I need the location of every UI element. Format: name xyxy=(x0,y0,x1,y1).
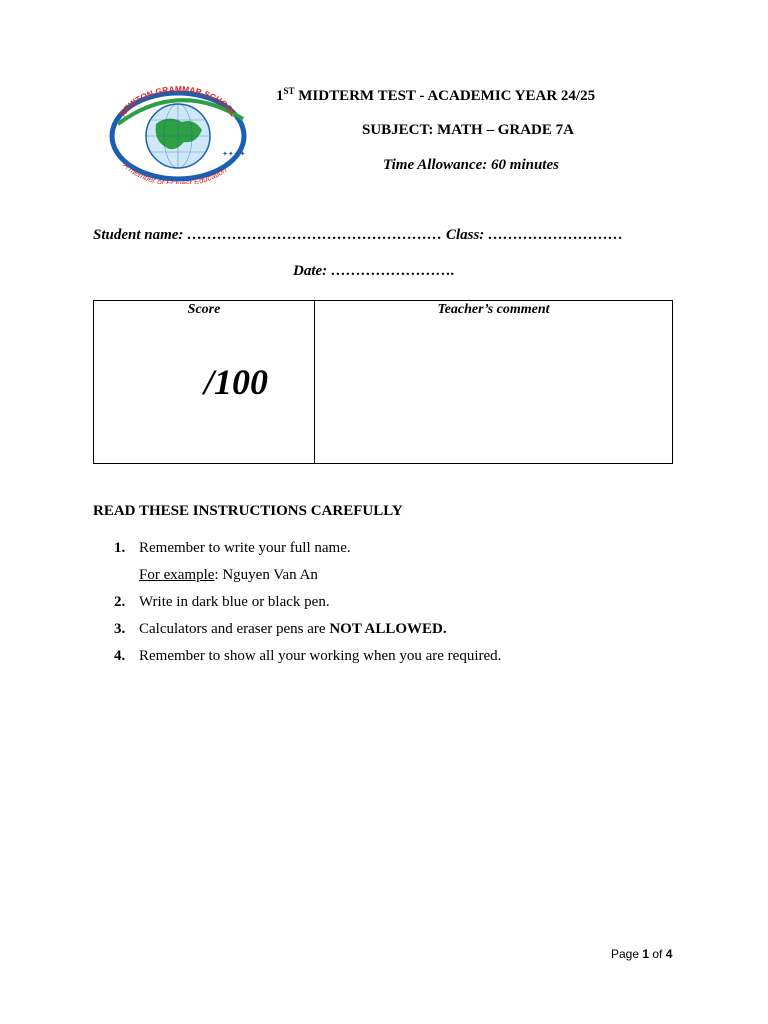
teacher-comment-cell[interactable] xyxy=(315,301,672,463)
school-logo xyxy=(98,84,258,184)
date-field[interactable]: Date: ……………………. xyxy=(293,263,455,279)
instruction-number: 1. xyxy=(114,540,126,556)
page-number xyxy=(611,947,672,961)
logo-tagline: A member of EQuest Education xyxy=(121,160,229,184)
instruction-number: 4. xyxy=(114,648,126,664)
subject-line: SUBJECT: MATH – GRADE 7A xyxy=(362,122,574,138)
instruction-number: 2. xyxy=(114,594,126,610)
score-cell[interactable] xyxy=(94,301,315,463)
student-name-field[interactable]: Student name: …………………………………………… xyxy=(93,227,443,243)
instruction-text: Remember to show all your working when you are required. xyxy=(139,648,502,664)
logo-school-name: NEWTON GRAMMAR SCHOOL xyxy=(117,84,239,119)
score-table xyxy=(93,300,673,464)
test-title-ordinal: ST xyxy=(283,86,295,96)
total-pages: 4 xyxy=(665,947,673,961)
page-word: Page xyxy=(611,947,643,961)
of-word: of xyxy=(649,947,666,961)
test-title-number: 1 xyxy=(276,88,284,104)
instruction-text: Write in dark blue or black pen. xyxy=(139,594,330,610)
class-field[interactable]: Class: ……………………… xyxy=(442,227,624,243)
current-page: 1 xyxy=(642,947,650,961)
test-title-rest: MIDTERM TEST - ACADEMIC YEAR 24/25 xyxy=(294,88,596,104)
time-allowance: Time Allowance: 60 minutes xyxy=(383,157,559,173)
instructions-heading: READ THESE INSTRUCTIONS CAREFULLY xyxy=(93,503,403,519)
score-value: /100 xyxy=(204,362,269,402)
instruction-text: Remember to write your full name. xyxy=(139,540,351,556)
test-title xyxy=(276,86,595,105)
instruction-number: 3. xyxy=(114,621,126,637)
svg-text:✦✦✦✦: ✦✦✦✦ xyxy=(222,150,246,158)
example-label: For example xyxy=(139,567,215,583)
teacher-comment-header: Teacher’s comment xyxy=(437,302,550,317)
school-logo-graphic xyxy=(98,84,258,184)
example-value: : Nguyen Van An xyxy=(214,567,318,583)
student-info-row xyxy=(93,227,623,244)
score-header: Score xyxy=(187,302,221,317)
instruction-text: Calculators and eraser pens are xyxy=(139,621,330,637)
instruction-emphasis: NOT ALLOWED. xyxy=(329,621,447,637)
